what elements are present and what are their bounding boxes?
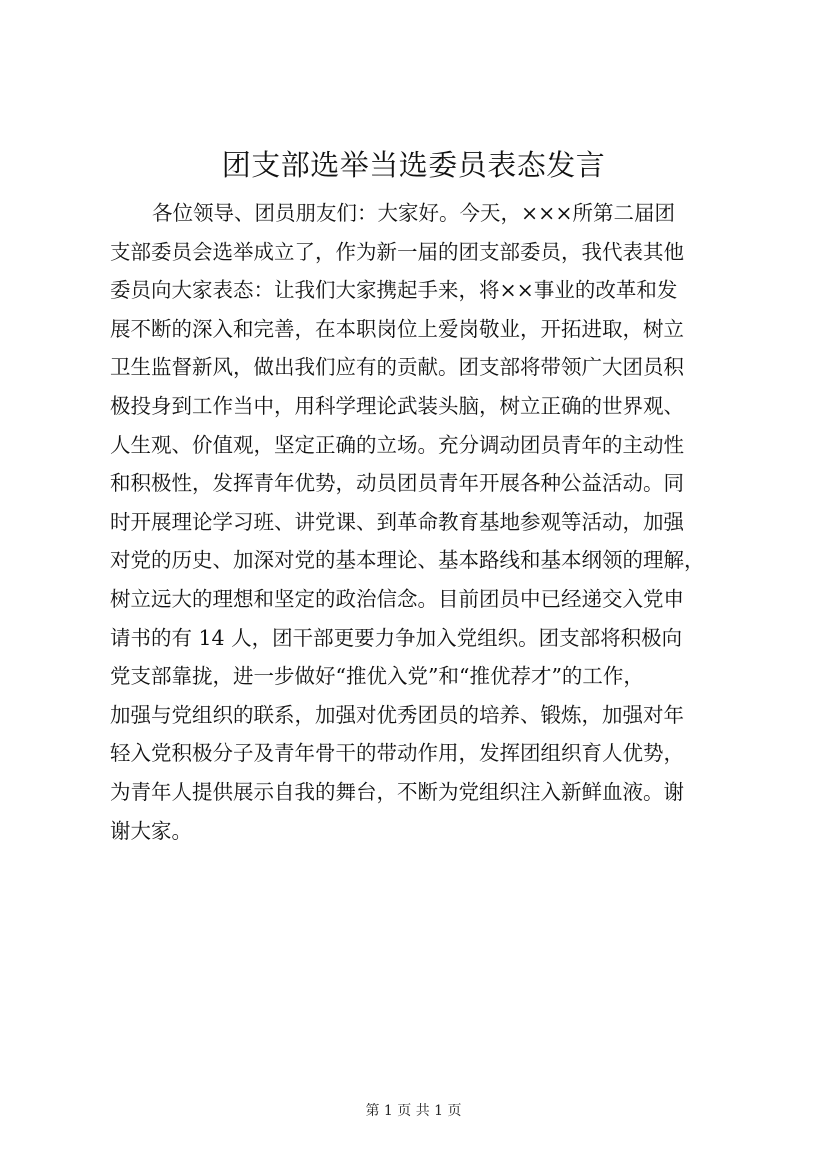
document-title: 团支部选举当选委员表态发言: [221, 148, 606, 182]
body-line-9: 时开展理论学习班、讲党课、到革命教育基地参观等活动，加强: [110, 509, 684, 534]
body-line-16: 为青年人提供展示自我的舞台，不断为党组织注入新鲜血液。谢: [110, 779, 684, 804]
body-line-11: 树立远大的理想和坚定的政治信念。目前团员中已经递交入党申: [110, 586, 684, 611]
body-line-5: 卫生监督新风，做出我们应有的贡献。团支部将带领广大团员积: [110, 355, 684, 380]
body-line-3: 委员向大家表态：让我们大家携起手来，将××事业的改革和发: [110, 278, 678, 303]
body-line-8: 和积极性，发挥青年优势，动员团员青年开展各种公益活动。同: [110, 471, 684, 496]
page-footer: 第 1 页 共 1 页: [365, 1103, 462, 1119]
body-line-1: 各位领导、团员朋友们：大家好。今天，×××所第二届团: [152, 201, 676, 225]
body-line-13: 党支部靠拢，进一步做好“推优入党”和“推优荐才”的工作，: [110, 664, 644, 689]
body-line-6: 极投身到工作当中，用科学理论武装头脑，树立正确的世界观、: [110, 393, 684, 418]
body-line-12: 请书的有 14 人，团干部更要力争加入党组织。团支部将积极向: [110, 625, 683, 650]
body-line-10: 对党的历史、加深对党的基本理论、基本路线和基本纲领的理解，: [110, 548, 705, 573]
body-line-14: 加强与党组织的联系，加强对优秀团员的培养、锻炼，加强对年: [110, 702, 684, 727]
body-line-7: 人生观、价值观，坚定正确的立场。充分调动团员青年的主动性: [110, 432, 684, 457]
body-line-4: 展不断的深入和完善，在本职岗位上爱岗敬业，开拓进取，树立: [110, 316, 684, 341]
body-line-2: 支部委员会选举成立了，作为新一届的团支部委员，我代表其他: [110, 239, 684, 264]
body-line-17: 谢大家。: [110, 818, 192, 843]
speech-body: [110, 194, 722, 850]
body-line-15: 轻入党积极分子及青年骨干的带动作用，发挥团组织育人优势，: [110, 741, 684, 766]
